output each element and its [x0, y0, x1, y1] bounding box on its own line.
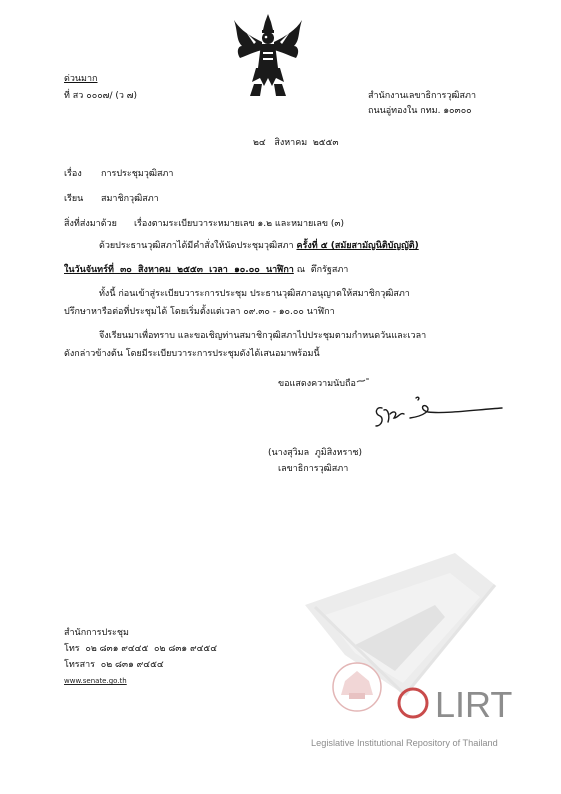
- lirt-repository-logo: [285, 545, 547, 760]
- paragraph-2-line-1: ทั้งนี้ ก่อนเข้าสู่ระเบียบวาระการประชุม ประธานวุฒิสภาอนุญาตให้สมาชิกวุฒิสภา: [99, 289, 410, 299]
- subject-value: การประชุมวุฒิสภา: [101, 169, 174, 179]
- svg-text:LIRT: LIRT: [435, 684, 513, 725]
- signer-title: เลขาธิการวุฒิสภา: [278, 464, 349, 474]
- sender-address: ถนนอู่ทองใน กทม. ๑๐๓๐๐: [368, 106, 472, 116]
- footer-fax: โทรสาร ๐๒ ๘๓๑ ๙๔๕๔: [64, 660, 164, 670]
- handwritten-signature: [354, 396, 504, 430]
- meeting-datetime: ในวันจันทร์ที่ ๓๐ สิงหาคม ๒๕๕๓ เวลา ๑๐.๐๐ นาฬิกา: [64, 265, 294, 275]
- footer-phone: โทร ๐๒ ๘๓๑ ๙๔๔๕ ๐๒ ๘๓๑ ๙๔๕๔: [64, 644, 218, 654]
- paragraph-3-line-2: ดังกล่าวข้างต้น โดยมีระเบียบวาระการประชุมดังได้เสนอมาพร้อมนี้: [64, 349, 320, 359]
- sender-office: สำนักงานเลขาธิการวุฒิสภา: [368, 91, 477, 101]
- meeting-place: ณ ตึกรัฐสภา: [293, 265, 349, 275]
- closing-salutation: ขอแสดงความนับถือ: [278, 379, 356, 389]
- footer-website[interactable]: [64, 676, 127, 686]
- letter-date: ๒๔ สิงหาคม ๒๕๕๓: [253, 138, 339, 148]
- pen-mark-icon: [356, 377, 370, 385]
- repository-tagline: Legislative Institutional Repository of Thailand: [311, 738, 498, 748]
- paragraph-1-line-1: [99, 240, 419, 252]
- lirt-logo-letters: [399, 689, 427, 717]
- signer-name: (นางสุวิมล ภูมิสิงหราช): [268, 448, 363, 458]
- enclosure-value: เรื่องตามระเบียบวาระหมายเลข ๑.๒ และหมายเลข (๓): [134, 219, 345, 229]
- paragraph-1-lead: ด้วยประธานวุฒิสภาได้มีคำสั่งให้นัดประชุมวุฒิสภา: [99, 241, 294, 251]
- document-number: ที่ สว ๐๐๐๗/ (ว ๗): [64, 91, 138, 101]
- paragraph-2-line-2: ปรึกษาหารือต่อที่ประชุมได้ โดยเริ่มตั้งแต่เวลา ๐๙.๓๐ - ๑๐.๐๐ นาฬิกา: [64, 307, 335, 317]
- recipient-label: เรียน: [64, 194, 84, 204]
- subject-label: เรื่อง: [64, 169, 82, 179]
- website-link[interactable]: www.senate.go.th: [64, 677, 127, 685]
- urgency-label: ด่วนมาก: [64, 74, 98, 84]
- recipient-value: สมาชิกวุฒิสภา: [101, 194, 159, 204]
- enclosure-label: สิ่งที่ส่งมาด้วย: [64, 219, 117, 229]
- footer-office: สำนักการประชุม: [64, 628, 129, 638]
- paragraph-3-line-1: จึงเรียนมาเพื่อทราบ และขอเชิญท่านสมาชิกวุฒิสภาไปประชุมตามกำหนดวันและเวลา: [99, 331, 427, 341]
- paragraph-1-line-2: [64, 264, 348, 276]
- meeting-session: ครั้งที่ ๕ (สมัยสามัญนิติบัญญัติ): [296, 241, 419, 251]
- garuda-emblem-icon: [232, 12, 304, 98]
